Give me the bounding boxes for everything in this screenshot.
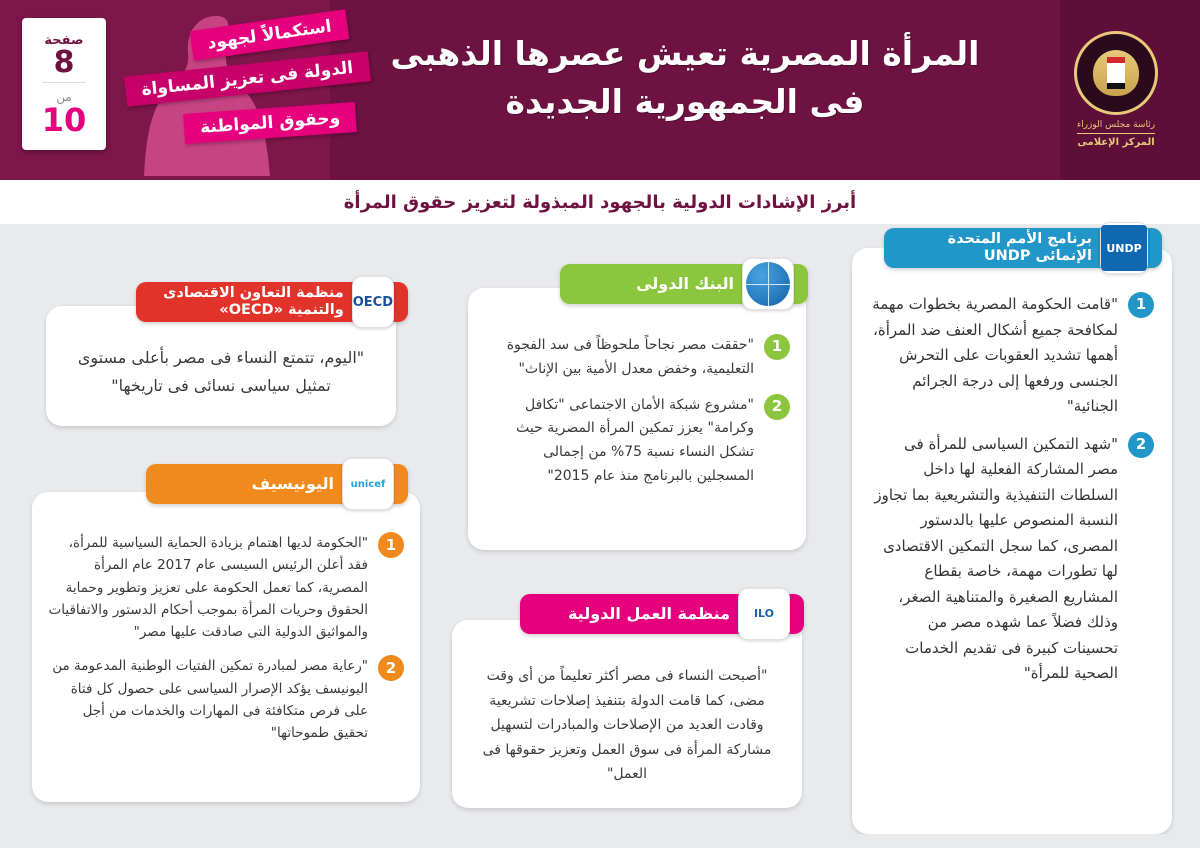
ribbon-group [112, 14, 355, 164]
tag-world-bank-label: البنك الدولى [636, 273, 734, 293]
list-item [870, 292, 1154, 420]
page-title [340, 30, 1030, 126]
government-logo [1050, 18, 1182, 160]
unicef-item-2-text: "رعاية مصر لمبادرة تمكين الفتيات الوطنية المدعومة من اليونيسف يؤكد الإصرار السياسى على حصول كل فتاة على فرص متكافئة فى المهارات والخدمات من أجل تحقيق طموحاتها" [52, 658, 368, 742]
ribbon-line-2: الدولة فى تعزيز المساواة [124, 51, 370, 106]
card-unicef-body [32, 492, 420, 766]
ilo-mark: ILO [753, 606, 775, 620]
bullet-number: 1 [764, 334, 790, 360]
list-item [48, 655, 404, 744]
undp-item-1-text: "قامت الحكومة المصرية بخطوات مهمة لمكافحة جميع أشكال العنف ضد المرأة، أهمها تشديد العقوبات على التحرش الجنسى ورفعها إلى درجة الجرائم الجنائية" [872, 295, 1118, 415]
bullet-number: 2 [1128, 432, 1154, 458]
tag-undp [884, 228, 1162, 268]
tag-unicef [146, 464, 408, 504]
eagle-emblem-icon [1074, 31, 1158, 115]
undp-logo-icon [1100, 222, 1148, 274]
bullet-number: 1 [378, 532, 404, 558]
ribbon-line-1: استكمالاً لجهود [190, 9, 350, 61]
oecd-mark: OECD [352, 294, 393, 310]
globe-icon [746, 262, 790, 306]
title-line-1: المرأة المصرية تعيش عصرها الذهبى [390, 34, 980, 73]
bullet-number: 1 [1128, 292, 1154, 318]
tag-oecd-label: منظمة التعاون الاقتصادى والتنمية «OECD» [163, 285, 344, 318]
page-total: 10 [41, 100, 87, 139]
subheader-bar [0, 180, 1200, 224]
unicef-mark: unicef [350, 478, 386, 490]
unicef-logo-icon [342, 458, 394, 510]
page-label: صفحة [44, 32, 84, 48]
card-undp [852, 248, 1172, 834]
list-item [870, 432, 1154, 687]
world-bank-item-1-text: "حققت مصر نجاحاً ملحوظاً فى سد الفجوة التعليمية، وخفض معدل الأمية بين الإناث" [506, 337, 754, 377]
logo-line-2: المركز الإعلامى [1077, 133, 1154, 148]
card-ilo-body: "أصبحت النساء فى مصر أكثر تعليماً من أى وقت مضى، كما قامت الدولة بتنفيذ إصلاحات تشريعية وقادت العديد من الإصلاحات والمبادرات لتسهيل مشاركة المرأة فى سوق العمل وتعزيز حقوقها فى العمل" [482, 668, 772, 782]
list-item [484, 394, 790, 489]
oecd-logo-icon [352, 276, 394, 328]
content-board [0, 224, 1200, 848]
card-undp-body [852, 248, 1172, 713]
page-indicator [22, 18, 106, 150]
card-oecd-body: "اليوم، تتمتع النساء فى مصر بأعلى مستوى تمثيل سياسى نسائى فى تاريخها" [77, 348, 365, 395]
chip-divider [42, 82, 86, 83]
card-world-bank-body [468, 288, 806, 511]
eagle-icon [1093, 50, 1139, 96]
ilo-logo-icon [738, 588, 790, 640]
tag-ilo-label: منظمة العمل الدولية [567, 603, 730, 623]
tag-undp-label: برنامج الأمم المتحدة الإنمائى UNDP [947, 231, 1092, 264]
title-line-2: فى الجمهورية الجديدة [505, 81, 865, 121]
logo-line-1: رئاسة مجلس الوزراء [1076, 119, 1156, 130]
world-bank-globe-icon [742, 258, 794, 310]
tag-world-bank [560, 264, 808, 304]
list-item [48, 532, 404, 643]
page-of-label: من [56, 89, 72, 104]
header [0, 0, 1200, 180]
card-ilo [452, 620, 802, 808]
card-oecd [46, 306, 396, 426]
card-world-bank [468, 288, 806, 550]
unicef-item-1-text: "الحكومة لديها اهتمام بزيادة الحماية السياسية للمرأة، فقد أعلن الرئيس السيسى عام 2017 عام المرأة المصرية، كما تعمل الحكومة على تعزيز وتطوير وحماية الحقوق وحريات المرأة بموجب أحكام الدستور والاتفاقيات والمواثيق الدولية التى صادقت عليها مصر" [48, 535, 368, 641]
bullet-number: 2 [378, 655, 404, 681]
subheader-text: أبرز الإشادات الدولية بالجهود المبذولة لتعزيز حقوق المرأة [343, 191, 857, 213]
undp-mark: UNDP [1101, 225, 1147, 271]
world-bank-item-2-text: "مشروع شبكة الأمان الاجتماعى "تكافل وكرامة" يعزز تمكين المرأة المصرية حيث تشكل النساء نسبة 75% من إجمالى المسجلين بالبرنامج منذ عام 2015" [516, 396, 754, 484]
card-unicef [32, 492, 420, 802]
list-item [484, 334, 790, 382]
tag-ilo [520, 594, 804, 634]
ribbon-line-3: وحقوق المواطنة [183, 102, 357, 144]
tag-oecd [136, 282, 408, 322]
page-current: 8 [53, 44, 75, 80]
undp-item-2-text: "شهد التمكين السياسى للمرأة فى مصر المشاركة الفعلية لها داخل السلطات التنفيذية والتشريعية بما تجاوز النسبة المنصوص عليها بالدستور المصرى، كما سجل التمكين الاقتصادى لها تطورات مهمة، خاصة بقطاع المشاريع الصغيرة والمتناهية الصغر، وذلك فضلاً عما شهده مصر من تحسينات كبيرة فى تقديم الخدمات الصحية للمرأة" [874, 434, 1118, 682]
bullet-number: 2 [764, 394, 790, 420]
tag-unicef-label: اليونيسيف [251, 473, 334, 493]
footer-strip [0, 834, 1200, 848]
